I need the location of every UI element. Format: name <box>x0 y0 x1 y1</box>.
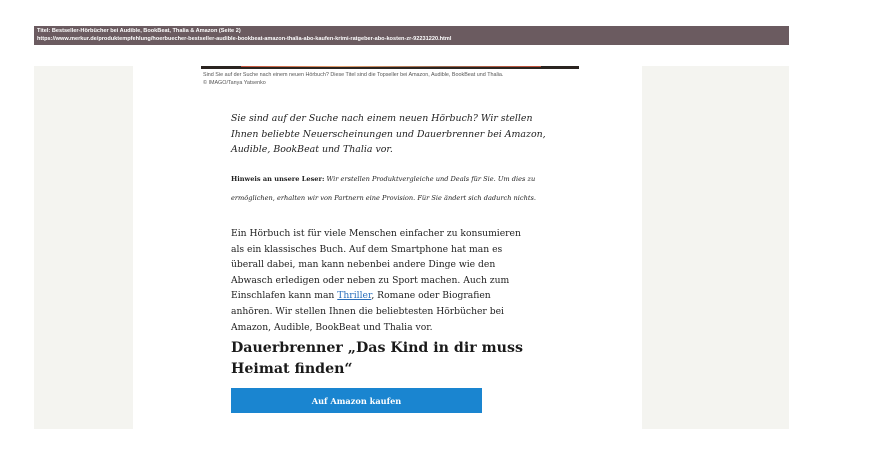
reader-notice-text: Wir erstellen Produktvergleiche und Deals für Sie. Um dies zu ermöglichen, erhalten wir von Partnern eine Provision. Für Sie ändert sich dadurch nichts. <box>231 175 536 202</box>
window-title-bar <box>34 26 789 45</box>
body-text-end: , Romane oder Biografien anhören. Wir stellen Ihnen die beliebtesten Hörbücher bei Amazon, Audible, BookBeat und Thalia vor. <box>231 290 505 333</box>
body-text-start: Ein Hörbuch ist für viele Menschen einfacher zu konsumieren als ein klassisches Buch. Auf dem Smartphone hat man es überall dabei, man kann nebenbei andere Dinge wie den Abwasch erledigen oder neben zu Sport machen. Auch zum Einschlafen kann man <box>231 228 521 302</box>
thriller-link[interactable]: Thriller <box>337 290 372 302</box>
article-intro: Sie sind auf der Suche nach einem neuen Hörbuch? Wir stellen Ihnen beliebte Neuerscheinungen und Dauerbrenner bei Amazon, Audible, BookBeat und Thalia vor. <box>231 113 546 155</box>
image-credit: © IMAGO/Tanya Yatsenko <box>203 79 266 86</box>
window-url: https://www.merkur.de/produktempfehlung/hoerbuecher-bestseller-audible-bookbeat-amazon-thalia-abo-kaufen-krimi-ratgeber-abo-kosten-zr-92231220.html <box>37 35 452 42</box>
window-title: Titel: Bestseller-Hörbücher bei Audible, BookBeat, Thalia & Amazon (Seite 2) <box>37 28 241 34</box>
image-caption <box>203 72 623 87</box>
left-sidebar <box>34 66 133 429</box>
right-sidebar <box>642 66 789 429</box>
reader-notice-label: Hinweis an unsere Leser: <box>231 175 325 183</box>
article-hero-image <box>201 66 579 69</box>
section-heading: Dauerbrenner „Das Kind in dir muss Heimat finden“ <box>231 340 523 377</box>
article-content <box>133 66 642 429</box>
article-body <box>231 226 531 335</box>
image-caption-text: Sind Sie auf der Suche nach einem neuen Hörbuch? Diese Titel sind die Topseller bei Amazon, Audible, BookBeat und Thalia. <box>203 72 504 78</box>
reader-notice <box>231 170 551 207</box>
amazon-buy-button[interactable]: Auf Amazon kaufen <box>231 388 482 413</box>
